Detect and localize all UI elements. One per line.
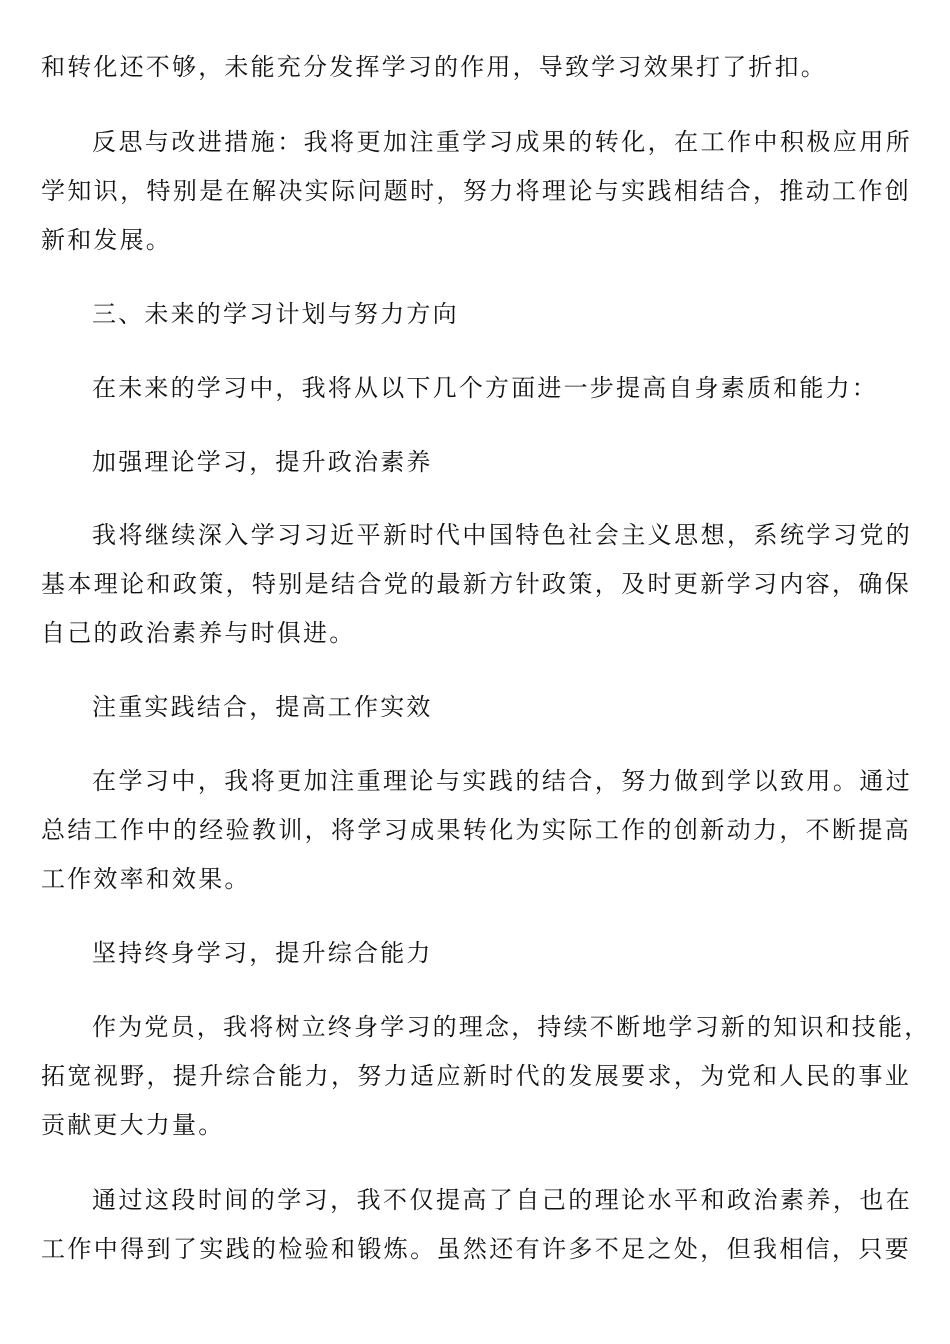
paragraph-first-line: 作为党员，我将树立终身学习的理念，持续不断地学习新的知识和技能， (92, 1013, 931, 1041)
text-line: 和转化还不够，未能充分发挥学习的作用，导致学习效果打了折扣。 (41, 53, 827, 81)
section-heading: 三、未来的学习计划与努力方向 (92, 300, 459, 328)
text-line: 新和发展。 (41, 226, 172, 254)
text-line: 自己的政治素养与时俱进。 (41, 619, 356, 647)
text-line: 基本理论和政策，特别是结合党的最新方针政策，及时更新学习内容，确保 (41, 570, 911, 598)
paragraph-first-line: 在学习中，我将更加注重理论与实践的结合，努力做到学以致用。通过 (92, 767, 912, 795)
paragraph-first-line: 我将继续深入学习习近平新时代中国特色社会主义思想，系统学习党的 (92, 521, 912, 549)
text-line: 拓宽视野，提升综合能力，努力适应新时代的发展要求，为党和人民的事业 (41, 1062, 911, 1090)
paragraph-first-line: 在未来的学习中，我将从以下几个方面进一步提高自身素质和能力： (92, 374, 878, 402)
subheading: 加强理论学习，提升政治素养 (92, 448, 433, 476)
paragraph-first-line: 反思与改进措施：我将更加注重学习成果的转化，在工作中积极应用所 (92, 128, 912, 156)
subheading: 坚持终身学习，提升综合能力 (92, 939, 433, 967)
text-line: 贡献更大力量。 (41, 1111, 225, 1139)
text-line: 学知识，特别是在解决实际问题时，努力将理论与实践相结合，推动工作创 (41, 177, 911, 205)
text-line: 工作效率和效果。 (41, 865, 251, 893)
text-line: 工作中得到了实践的检验和锻炼。虽然还有许多不足之处，但我相信，只要 (41, 1235, 911, 1263)
paragraph-first-line: 通过这段时间的学习，我不仅提高了自己的理论水平和政治素养，也在 (92, 1186, 912, 1214)
subheading: 注重实践结合，提高工作实效 (92, 693, 433, 721)
text-line: 总结工作中的经验教训，将学习成果转化为实际工作的创新动力，不断提高 (41, 816, 911, 844)
